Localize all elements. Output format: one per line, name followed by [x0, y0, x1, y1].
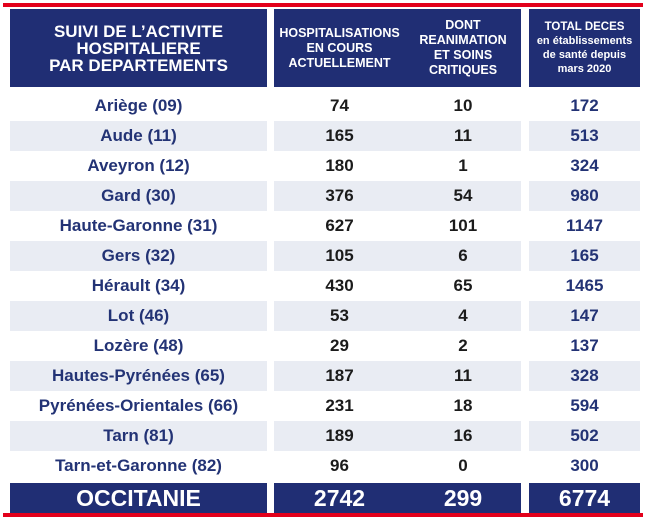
- hospital-activity-table: [3, 3, 643, 517]
- hospitalisations-value: 187: [274, 361, 405, 391]
- header-line: TOTAL DECES: [544, 21, 625, 33]
- header-subline: mars 2020: [557, 63, 612, 75]
- department-name: Gard (30): [10, 181, 267, 211]
- deces-value: 328: [529, 361, 640, 391]
- hospitalisations-value: 96: [330, 456, 349, 475]
- column-header-deces: [529, 9, 640, 87]
- table-row: [3, 451, 643, 481]
- department-name: Hérault (34): [91, 276, 186, 295]
- deces-value: 137: [570, 336, 599, 355]
- table-row: [3, 331, 643, 361]
- table-row: [3, 241, 643, 271]
- table-row: [3, 271, 643, 301]
- top-red-rule: [3, 3, 643, 7]
- table-row: [3, 121, 643, 151]
- deces-value: 324: [570, 156, 599, 175]
- hospitalisations-value: 627: [325, 216, 354, 235]
- table-row: [3, 151, 643, 181]
- bottom-red-rule: [3, 513, 643, 517]
- reanimation-value: 10: [453, 96, 473, 115]
- deces-value: 172: [570, 96, 599, 115]
- table-row: [3, 421, 643, 451]
- title-line: PAR DEPARTEMENTS: [49, 55, 228, 75]
- department-name: Aveyron (12): [87, 156, 190, 175]
- hospitalisations-value: 29: [330, 336, 349, 355]
- table-row: [3, 181, 643, 211]
- reanimation-value: 11: [405, 361, 521, 391]
- department-name: Haute-Garonne (31): [59, 216, 218, 235]
- department-name: Lot (46): [10, 301, 267, 331]
- table-row: [3, 301, 643, 331]
- department-name: Ariège (09): [94, 96, 183, 115]
- header-subline: de santé depuis: [542, 49, 627, 61]
- reanimation-value: 6: [405, 241, 521, 271]
- hospitalisations-value: 430: [325, 276, 354, 295]
- reanimation-value: 11: [405, 121, 521, 151]
- deces-value: 147: [529, 301, 640, 331]
- department-name: Hautes-Pyrénées (65): [10, 361, 267, 391]
- header-line: ACTUELLEMENT: [288, 55, 391, 70]
- reanimation-value: 18: [453, 396, 473, 415]
- reanimation-value: 0: [458, 456, 468, 475]
- hospitalisations-value: 189: [274, 421, 405, 451]
- reanimation-value: 2: [458, 336, 468, 355]
- hospitalisations-value: 74: [330, 96, 349, 115]
- reanimation-value: 101: [448, 216, 478, 235]
- hospitalisations-value: 105: [274, 241, 405, 271]
- header-subline: en établissements: [536, 35, 633, 47]
- hospitalisations-value: 376: [274, 181, 405, 211]
- title-line: SUIVI DE L’ACTIVITE: [53, 21, 224, 41]
- column-header-reanimation: [405, 9, 521, 87]
- department-name: Pyrénées-Orientales (66): [38, 396, 239, 415]
- total-label: OCCITANIE: [10, 483, 267, 513]
- title-line: HOSPITALIERE: [76, 38, 201, 58]
- department-rows: [3, 91, 643, 481]
- header-line: ET SOINS: [433, 48, 493, 62]
- reanimation-value: 4: [405, 301, 521, 331]
- reanimation-value: 54: [405, 181, 521, 211]
- header-line: EN COURS: [306, 40, 373, 55]
- header-line: REANIMATION: [419, 33, 507, 47]
- deces-value: 980: [529, 181, 640, 211]
- header-line: CRITIQUES: [428, 63, 498, 77]
- hospitalisations-value: 231: [325, 396, 354, 415]
- table-row: [3, 391, 643, 421]
- deces-value: 594: [570, 396, 599, 415]
- department-name: Tarn (81): [10, 421, 267, 451]
- total-hospitalisations: 2742: [274, 483, 405, 513]
- hospitalisations-value: 180: [325, 156, 354, 175]
- header-line: DONT: [445, 18, 481, 32]
- deces-value: 513: [529, 121, 640, 151]
- hospitalisations-value: 53: [274, 301, 405, 331]
- table-row: [3, 211, 643, 241]
- column-header-hospitalisations: [274, 9, 405, 87]
- table-row: [3, 91, 643, 121]
- reanimation-value: 1: [458, 156, 468, 175]
- department-name: Gers (32): [10, 241, 267, 271]
- reanimation-value: 16: [405, 421, 521, 451]
- deces-value: 502: [529, 421, 640, 451]
- deces-value: 300: [570, 456, 599, 475]
- department-name: Aude (11): [10, 121, 267, 151]
- reanimation-value: 65: [453, 276, 473, 295]
- table-row: [3, 361, 643, 391]
- deces-value: 1465: [565, 276, 604, 295]
- header-line: HOSPITALISATIONS: [279, 25, 400, 40]
- total-reanimation: 299: [405, 483, 521, 513]
- deces-value: 165: [529, 241, 640, 271]
- total-deces: 6774: [529, 483, 640, 513]
- department-name: Tarn-et-Garonne (82): [55, 456, 222, 475]
- department-name: Lozère (48): [93, 336, 184, 355]
- hospitalisations-value: 165: [274, 121, 405, 151]
- deces-value: 1147: [566, 216, 603, 235]
- table-title: [10, 9, 267, 87]
